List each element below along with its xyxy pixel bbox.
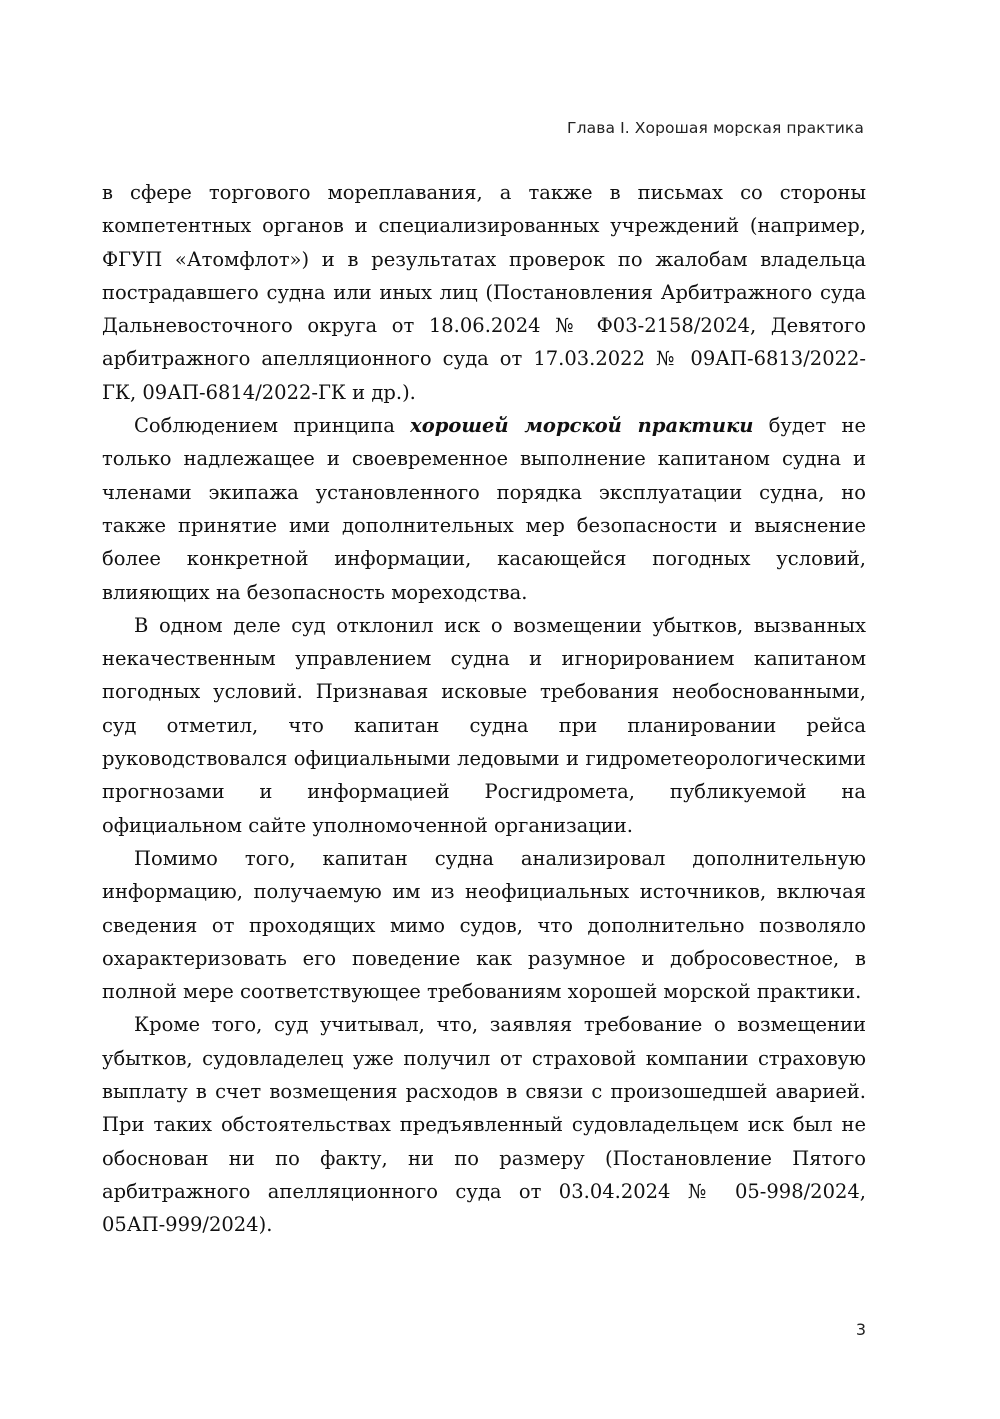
paragraph-principle-end: будет не только надлежащее и своевременное выполнение капитаном судна и членами экипажа установленного порядка эксплуатации судна, но также принятие ими дополнительных мер безопасности и выяснение более конкретной информации, касающейся погодных условий, влияющих на безопасность мореходства. [102,414,866,604]
paragraph-insurance: Кроме того, суд учитывал, что, заявляя требование о возмещении убытков, судовладелец уже получил от страховой компании страховую выплату в счет возмещения расходов в связи с произошедшей аварией. При таких обстоятельствах предъявленный судовладельцем иск был не обоснован ни по факту, ни по размеру (Постановление Пятого арбитражного апелляционного суда от 03.04.2024 № 05-998/2024, 05АП-999/2024). [102,1013,866,1237]
paragraph-additional-info: Помимо того, капитан судна анализировал дополнительную информацию, получаемую им из неофициальных источников, включая сведения от проходящих мимо судов, что дополнительно позволяло охарактеризовать его поведение как разумное и добросовестное, в полной мере соответствующее требованиям хорошей морской практики. [102,846,866,1004]
paragraph-principle [102,409,866,609]
paragraph-principle-start: Соблюдением принципа [134,414,411,438]
page-number: 3 [855,1320,866,1339]
emphasized-term: хорошей морской практики [410,414,754,438]
body-text [102,176,866,1242]
paragraph-case: В одном деле суд отклонил иск о возмещении убытков, вызванных некачественным управлением судна и игнорированием капитаном погодных условий. Признавая исковые требования необоснованными, суд отметил, что капитан судна при планировании рейса руководствовался официальными ледовыми и гидрометеорологическими прогнозами и информацией Росгидромета, публикуемой на официальном сайте уполномоченной организации. [102,613,866,837]
running-header: Глава I. Хорошая морская практика [567,119,864,137]
paragraph-continuation: в сфере торгового мореплавания, а также в письмах со стороны компетентных органов и специализированных учреждений (например, ФГУП «Атомфлот») и в результатах проверок по жалобам владельца пострадавшего судна или иных лиц (Постановления Арбитражного суда Дальневосточного округа от 18.06.2024 № Ф03-2158/2024, Девятого арбитражного апелляционного суда от 17.03.2022 № 09АП-6813/2022-ГК, 09АП-6814/2022-ГК и др.). [102,181,866,404]
